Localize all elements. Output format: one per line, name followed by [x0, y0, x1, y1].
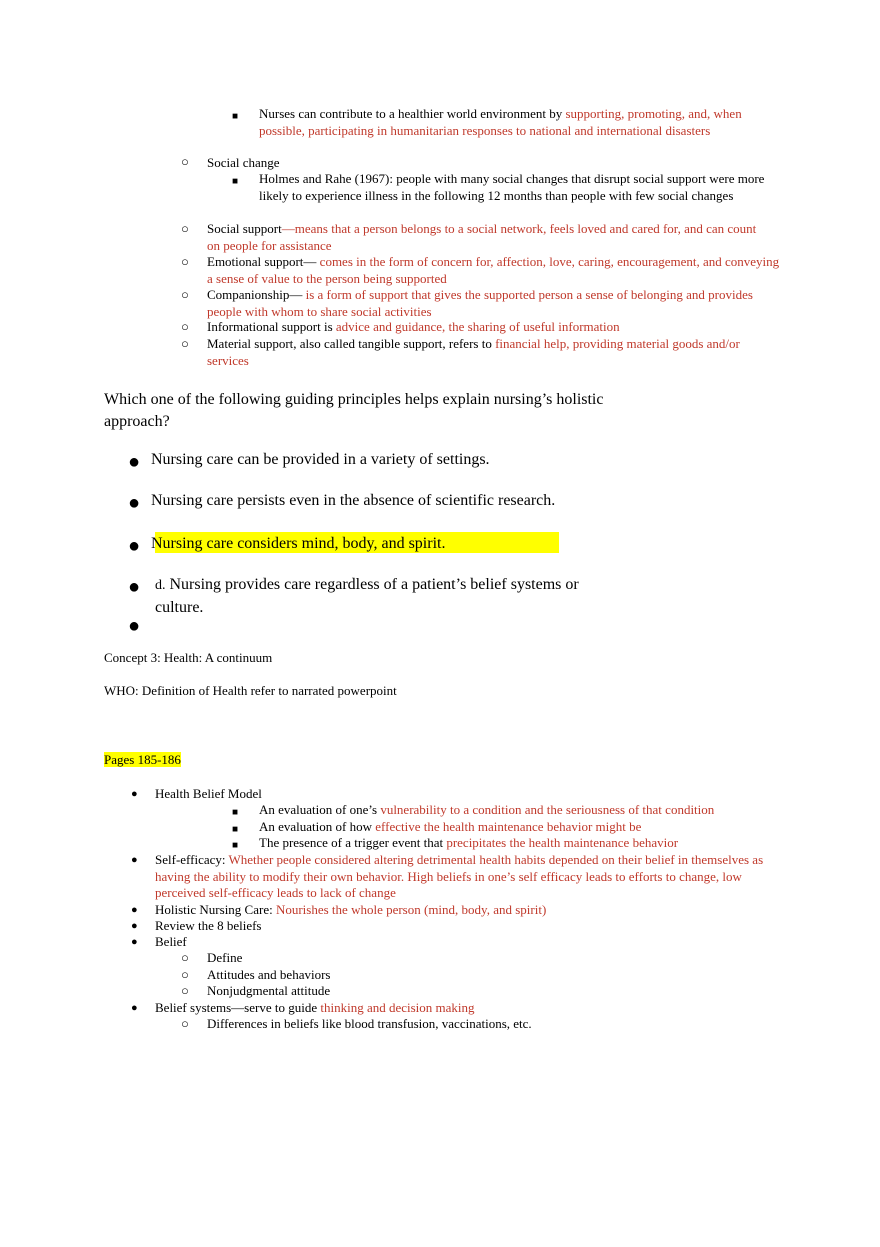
social-support-text: Social support—means that a person belongs to a social network, feels loved and cared for, and can count on people for assistance: [207, 221, 757, 253]
circle-bullet-icon: ○: [181, 967, 189, 982]
holmes-rahe-text: Holmes and Rahe (1967): people with many social changes that disrupt social support were more likely to experience illness in the following 12 months than people with few social changes: [259, 171, 765, 203]
circle-bullet-icon: ○: [181, 319, 189, 334]
bullet-dot-icon: ●: [131, 854, 138, 866]
square-bullet-icon: [232, 803, 238, 822]
bullet-dot-icon: ●: [131, 1002, 138, 1014]
bullet-dot-icon: ●: [128, 576, 141, 598]
informational-support-text: Informational support is advice and guidance, the sharing of useful information: [207, 319, 620, 334]
bullet-dot-icon: ●: [131, 904, 138, 916]
circle-bullet-icon: ○: [181, 254, 189, 269]
option-a: Nursing care can be provided in a variety of settings.: [151, 451, 490, 468]
option-d: d. Nursing provides care regardless of a patient’s belief systems or culture.: [155, 576, 579, 616]
nurses-bullet-text: Nurses can contribute to a healthier world environment by supporting, promoting, and, when possible, participating in humanitarian responses to national and international disasters: [259, 106, 742, 138]
option-c: Nursing care considers mind, body, and spirit.: [151, 535, 446, 552]
pages-label: Pages 185-186: [104, 752, 181, 767]
square-bullet-icon: [232, 172, 238, 191]
circle-bullet-icon: ○: [181, 336, 189, 351]
circle-bullet-icon: ○: [181, 154, 189, 169]
hbm-item-1: An evaluation of one’s vulnerability to a condition and the seriousness of that condition: [259, 802, 715, 817]
circle-bullet-icon: ○: [181, 950, 189, 965]
hbm-item-2: An evaluation of how effective the health maintenance behavior might be: [259, 819, 642, 834]
bullet-dot-icon: ●: [131, 920, 138, 932]
belief-sub-define: Define: [207, 950, 243, 965]
bullet-dot-icon: ●: [128, 451, 141, 473]
holistic-nursing-care-text: Holistic Nursing Care: Nourishes the whole person (mind, body, and spirit): [155, 902, 547, 917]
bullet-dot-icon: ●: [128, 615, 141, 637]
belief-systems-text: Belief systems—serve to guide thinking and decision making: [155, 1000, 475, 1015]
material-support-text: Material support, also called tangible support, refers to financial help, providing material goods and/or services: [207, 336, 740, 368]
health-belief-model-label: Health Belief Model: [155, 786, 262, 801]
circle-bullet-icon: ○: [181, 1016, 189, 1031]
bullet-dot-icon: ●: [131, 788, 138, 800]
circle-bullet-icon: ○: [181, 287, 189, 302]
who-definition: WHO: Definition of Health refer to narrated powerpoint: [104, 683, 397, 698]
review-beliefs-text: Review the 8 beliefs: [155, 918, 262, 933]
belief-sub-nonjudgmental: Nonjudgmental attitude: [207, 983, 331, 998]
question-text: Which one of the following guiding principles helps explain nursing’s holistic approach?: [104, 391, 604, 430]
self-efficacy-text: Self-efficacy: Whether people considered altering detrimental health habits depended on their belief in themselves as having the ability to modify their own behavior. High beliefs in one’s self efficacy leads to efforts to change, low perceived self-efficacy leads to lack of change: [155, 852, 764, 900]
bullet-dot-icon: ●: [131, 936, 138, 948]
companionship-text: Companionship— is a form of support that gives the supported person a sense of belonging and provides people with whom to share social activities: [207, 287, 753, 319]
concept-title: Concept 3: Health: A continuum: [104, 650, 273, 665]
belief-systems-sub: Differences in beliefs like blood transfusion, vaccinations, etc.: [207, 1016, 532, 1031]
circle-bullet-icon: ○: [181, 983, 189, 998]
square-bullet-icon: [232, 107, 238, 126]
circle-bullet-icon: ○: [181, 221, 189, 236]
emotional-support-text: Emotional support— comes in the form of concern for, affection, love, caring, encouragement, and conveying a sense of value to the person being supported: [207, 254, 780, 286]
hbm-item-3: The presence of a trigger event that precipitates the health maintenance behavior: [259, 835, 679, 850]
belief-label: Belief: [155, 934, 187, 949]
social-change-label: Social change: [207, 155, 280, 170]
bullet-dot-icon: ●: [128, 492, 141, 514]
belief-sub-attitudes: Attitudes and behaviors: [207, 967, 331, 982]
option-b: Nursing care persists even in the absence of scientific research.: [151, 492, 556, 509]
bullet-dot-icon: ●: [128, 535, 141, 557]
